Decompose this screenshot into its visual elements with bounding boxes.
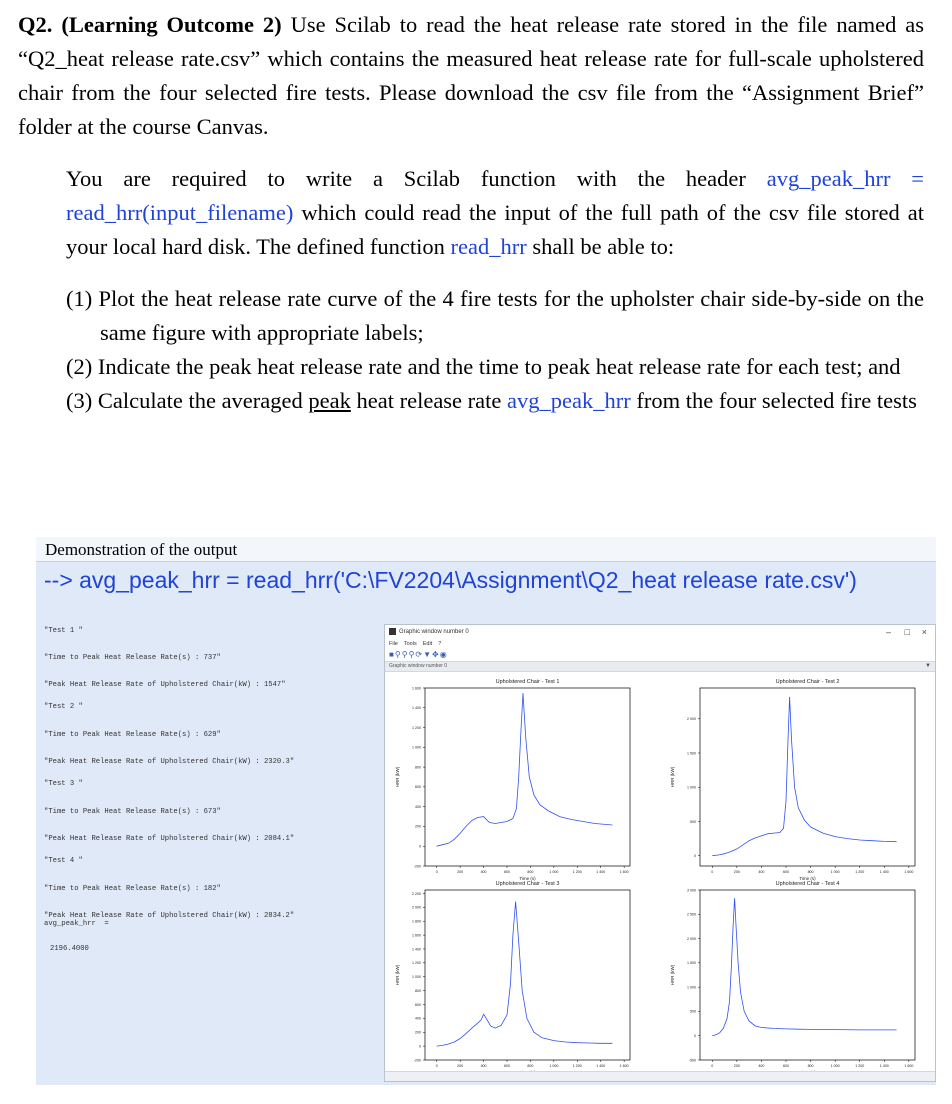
x-tick-label: 200 (733, 1064, 740, 1068)
datatip-icon[interactable]: ▼ (423, 650, 433, 659)
requirement-text-a: You are required to write a Scilab function with the header (66, 166, 767, 191)
y-tick-label: 1 400 (412, 706, 421, 711)
rotate-icon[interactable]: ⟳ (415, 650, 424, 659)
y-tick-label: 0 (419, 844, 421, 849)
menu-help[interactable]: ? (438, 641, 442, 647)
y-tick-label: 500 (690, 819, 696, 824)
list-item-3 (18, 384, 924, 418)
console-line: "Peak Heat Release Rate of Upholstered Chair(kW) : 2320.3" (44, 758, 295, 766)
pan-icon[interactable]: ✥ (432, 650, 440, 659)
console-line: "Test 4 " (44, 857, 83, 865)
y-tick-label: 1 600 (412, 686, 421, 691)
x-tick-label: 200 (457, 1064, 464, 1068)
plot-area (385, 672, 935, 1072)
y-tick-label: 3 000 (687, 888, 696, 893)
x-tick-label: 1 200 (572, 870, 582, 874)
x-tick-label: 400 (480, 1064, 487, 1068)
y-tick-label: 400 (415, 804, 421, 809)
x-tick-label: 0 (435, 1064, 438, 1068)
y-tick-label: -500 (688, 1058, 696, 1063)
zoom-in-icon[interactable]: ⚲ (394, 650, 402, 659)
console-line: "Peak Heat Release Rate of Upholstered Chair(kW) : 1547" (44, 681, 286, 689)
chart-title: Upholstered Chair - Test 3 (495, 881, 560, 887)
x-tick-label: 1 000 (830, 870, 840, 874)
y-tick-label: -200 (413, 864, 421, 869)
function-name: read_hrr (450, 234, 527, 259)
function-header: avg_peak_hrr = read_hrr(input_filename) (66, 166, 924, 225)
y-tick-label: 2 200 (412, 891, 421, 896)
x-tick-label: 600 (783, 870, 789, 874)
chart-title: Upholstered Chair - Test 2 (775, 679, 840, 685)
demo-caption: Demonstration of the output (36, 537, 936, 562)
item-text: from the four selected fire tests (630, 388, 917, 413)
console-line: 2196.4000 (50, 945, 89, 953)
y-tick-label: 800 (415, 765, 421, 770)
y-tick-label: 200 (415, 824, 421, 829)
y-tick-label: 200 (415, 1030, 421, 1035)
window-title: Graphic window number 0 (399, 629, 469, 635)
console-command: --> avg_peak_hrr = read_hrr('C:\FV2204\Assignment\Q2_heat release rate.csv') (44, 567, 857, 593)
x-tick-label: 1 600 (619, 870, 629, 874)
requirement-text-c: shall be able to: (526, 234, 675, 259)
scilab-app-icon (389, 628, 396, 635)
console-line: "Time to Peak Heat Release Rate(s) : 182" (44, 885, 221, 893)
item-text: Calculate the averaged (97, 388, 309, 413)
console-line: "Peak Heat Release Rate of Upholstered Chair(kW) : 2084.1" (44, 835, 295, 843)
item-number: (3) (66, 388, 93, 413)
x-tick-label: 400 (758, 1064, 765, 1068)
console-line: "Peak Heat Release Rate of Upholstered Chair(kW) : 2834.2" (44, 912, 295, 920)
learning-outcome: (Learning Outcome 2) (61, 12, 282, 37)
y-tick-label: 0 (694, 1034, 696, 1039)
menu-file[interactable]: File (389, 641, 398, 647)
underlined-word: peak (308, 388, 351, 413)
y-axis-label: HRR (kW) (395, 964, 400, 986)
x-tick-label: 1 400 (596, 870, 606, 874)
toolbar (385, 649, 935, 661)
x-tick-label: 200 (457, 870, 464, 874)
zoom-reset-icon[interactable]: ⚲ (408, 650, 416, 659)
x-tick-label: 1 400 (596, 1064, 606, 1068)
x-tick-label: 1 000 (549, 1064, 559, 1068)
y-tick-label: 400 (415, 1016, 421, 1021)
console-line: avg_peak_hrr = (44, 920, 109, 928)
y-tick-label: 2 500 (687, 912, 696, 917)
window-titlebar (385, 625, 935, 639)
console-line: "Time to Peak Heat Release Rate(s) : 737" (44, 654, 221, 662)
console-line: "Test 3 " (44, 780, 83, 788)
chart-title: Upholstered Chair - Test 1 (495, 679, 560, 685)
console-line: "Test 1 " (44, 627, 83, 635)
x-tick-label: 800 (527, 870, 534, 874)
x-tick-label: 800 (527, 1064, 534, 1068)
close-button[interactable]: × (921, 627, 927, 637)
y-tick-label: 600 (415, 1002, 421, 1007)
question-number: Q2. (18, 12, 53, 37)
y-tick-label: 1 800 (412, 919, 421, 924)
y-tick-label: 0 (694, 854, 696, 859)
x-tick-label: 1 600 (904, 1064, 914, 1068)
chart-title: Upholstered Chair - Test 4 (775, 881, 840, 887)
item-text: Plot the heat release rate curve of the 4 fire tests for the upholster chair side-by-side on the same figure with appropriate labels; (98, 286, 925, 345)
y-tick-label: 2 000 (412, 905, 421, 910)
y-tick-label: 1 000 (687, 785, 696, 790)
x-tick-label: 1 600 (619, 1064, 629, 1068)
axes-box (700, 688, 915, 866)
x-tick-label: 1 200 (855, 870, 865, 874)
x-tick-label: 1 400 (879, 1064, 889, 1068)
y-tick-label: 1 400 (412, 947, 421, 952)
y-tick-label: 600 (415, 785, 421, 790)
x-tick-label: 0 (435, 870, 438, 874)
maximize-button[interactable]: □ (904, 627, 910, 637)
requirement-text-b: which could read the input of the full path of the csv file stored at your local hard disk. The defined function (66, 200, 924, 259)
list-item-1 (18, 282, 924, 350)
y-tick-label: 1 000 (412, 975, 421, 980)
y-tick-label: 1 200 (412, 961, 421, 966)
x-tick-label: 800 (807, 870, 814, 874)
x-tick-label: 0 (711, 1064, 714, 1068)
menu-tools[interactable]: Tools (403, 641, 417, 647)
x-tick-label: 600 (504, 870, 510, 874)
y-axis-label: HRR (kW) (670, 964, 675, 986)
requirement-paragraph (18, 162, 924, 264)
zoom-out-icon[interactable]: ⚲ (401, 650, 409, 659)
item-number: (2) (66, 354, 93, 379)
y-tick-label: 500 (690, 1009, 696, 1014)
x-axis-label: Time (s) (519, 876, 536, 881)
select-icon[interactable]: ■ (389, 650, 395, 659)
x-tick-label: 600 (783, 1064, 789, 1068)
axes-box (425, 890, 630, 1060)
plots-svg (385, 672, 935, 1072)
y-tick-label: 1 200 (412, 725, 421, 730)
console-line: "Time to Peak Heat Release Rate(s) : 629" (44, 731, 221, 739)
x-tick-label: 400 (758, 870, 765, 874)
x-tick-label: 1 200 (572, 1064, 582, 1068)
x-tick-label: 0 (711, 870, 714, 874)
y-tick-label: 2 000 (687, 717, 696, 722)
y-tick-label: -200 (413, 1058, 421, 1063)
x-tick-label: 1 200 (855, 1064, 865, 1068)
question-intro (18, 8, 924, 144)
question-intro-text: Use Scilab to read the heat release rate stored in the file named as “Q2_heat release rate.csv” which contains the measured heat release rate for full-scale upholstered chair from the four selected fire tests. Please download the csv file from the “Assignment Brief” folder at the course Canvas. (18, 12, 925, 139)
console-line: "Time to Peak Heat Release Rate(s) : 673" (44, 808, 221, 816)
figure-subtitle: Graphic window number 0 (389, 663, 448, 669)
figure-subtitle-bar (385, 661, 935, 672)
question-block (18, 8, 924, 418)
x-tick-label: 600 (504, 1064, 510, 1068)
item-text: heat release rate (350, 388, 508, 413)
x-tick-label: 1 600 (904, 870, 914, 874)
variable-name: avg_peak_hrr (507, 388, 631, 413)
x-axis-label: Time (s) (799, 876, 816, 881)
graphic-window (384, 624, 936, 1082)
axes-box (700, 890, 915, 1060)
item-text: Indicate the peak heat release rate and the time to peak heat release rate for each test; and (97, 354, 901, 379)
y-axis-label: HRR (kW) (395, 766, 400, 788)
x-tick-label: 400 (480, 870, 487, 874)
dropdown-arrow-icon[interactable]: ▼ (925, 663, 931, 669)
menu-edit[interactable]: Edit (422, 641, 433, 647)
x-tick-label: 1 400 (879, 870, 889, 874)
console-output (44, 627, 379, 1077)
y-tick-label: 1 600 (412, 933, 421, 938)
x-tick-label: 200 (733, 870, 740, 874)
status-bar (385, 1071, 935, 1081)
item-number: (1) (66, 286, 93, 311)
demo-panel (36, 537, 936, 1085)
y-tick-label: 1 500 (687, 751, 696, 756)
y-tick-label: 800 (415, 988, 421, 993)
x-tick-label: 1 000 (549, 870, 559, 874)
axes-box (425, 688, 630, 866)
minimize-button[interactable]: – (885, 627, 891, 637)
y-axis-label: HRR (kW) (670, 766, 675, 788)
y-tick-label: 2 000 (687, 936, 696, 941)
list-item-2 (18, 350, 924, 384)
y-tick-label: 0 (419, 1044, 421, 1049)
y-tick-label: 1 000 (687, 985, 696, 990)
y-tick-label: 1 000 (412, 745, 421, 750)
console-line: "Test 2 " (44, 703, 83, 711)
help-icon[interactable]: ◉ (439, 650, 448, 659)
menu-bar (385, 639, 935, 649)
x-tick-label: 800 (807, 1064, 814, 1068)
y-tick-label: 1 500 (687, 961, 696, 966)
x-tick-label: 1 000 (830, 1064, 840, 1068)
